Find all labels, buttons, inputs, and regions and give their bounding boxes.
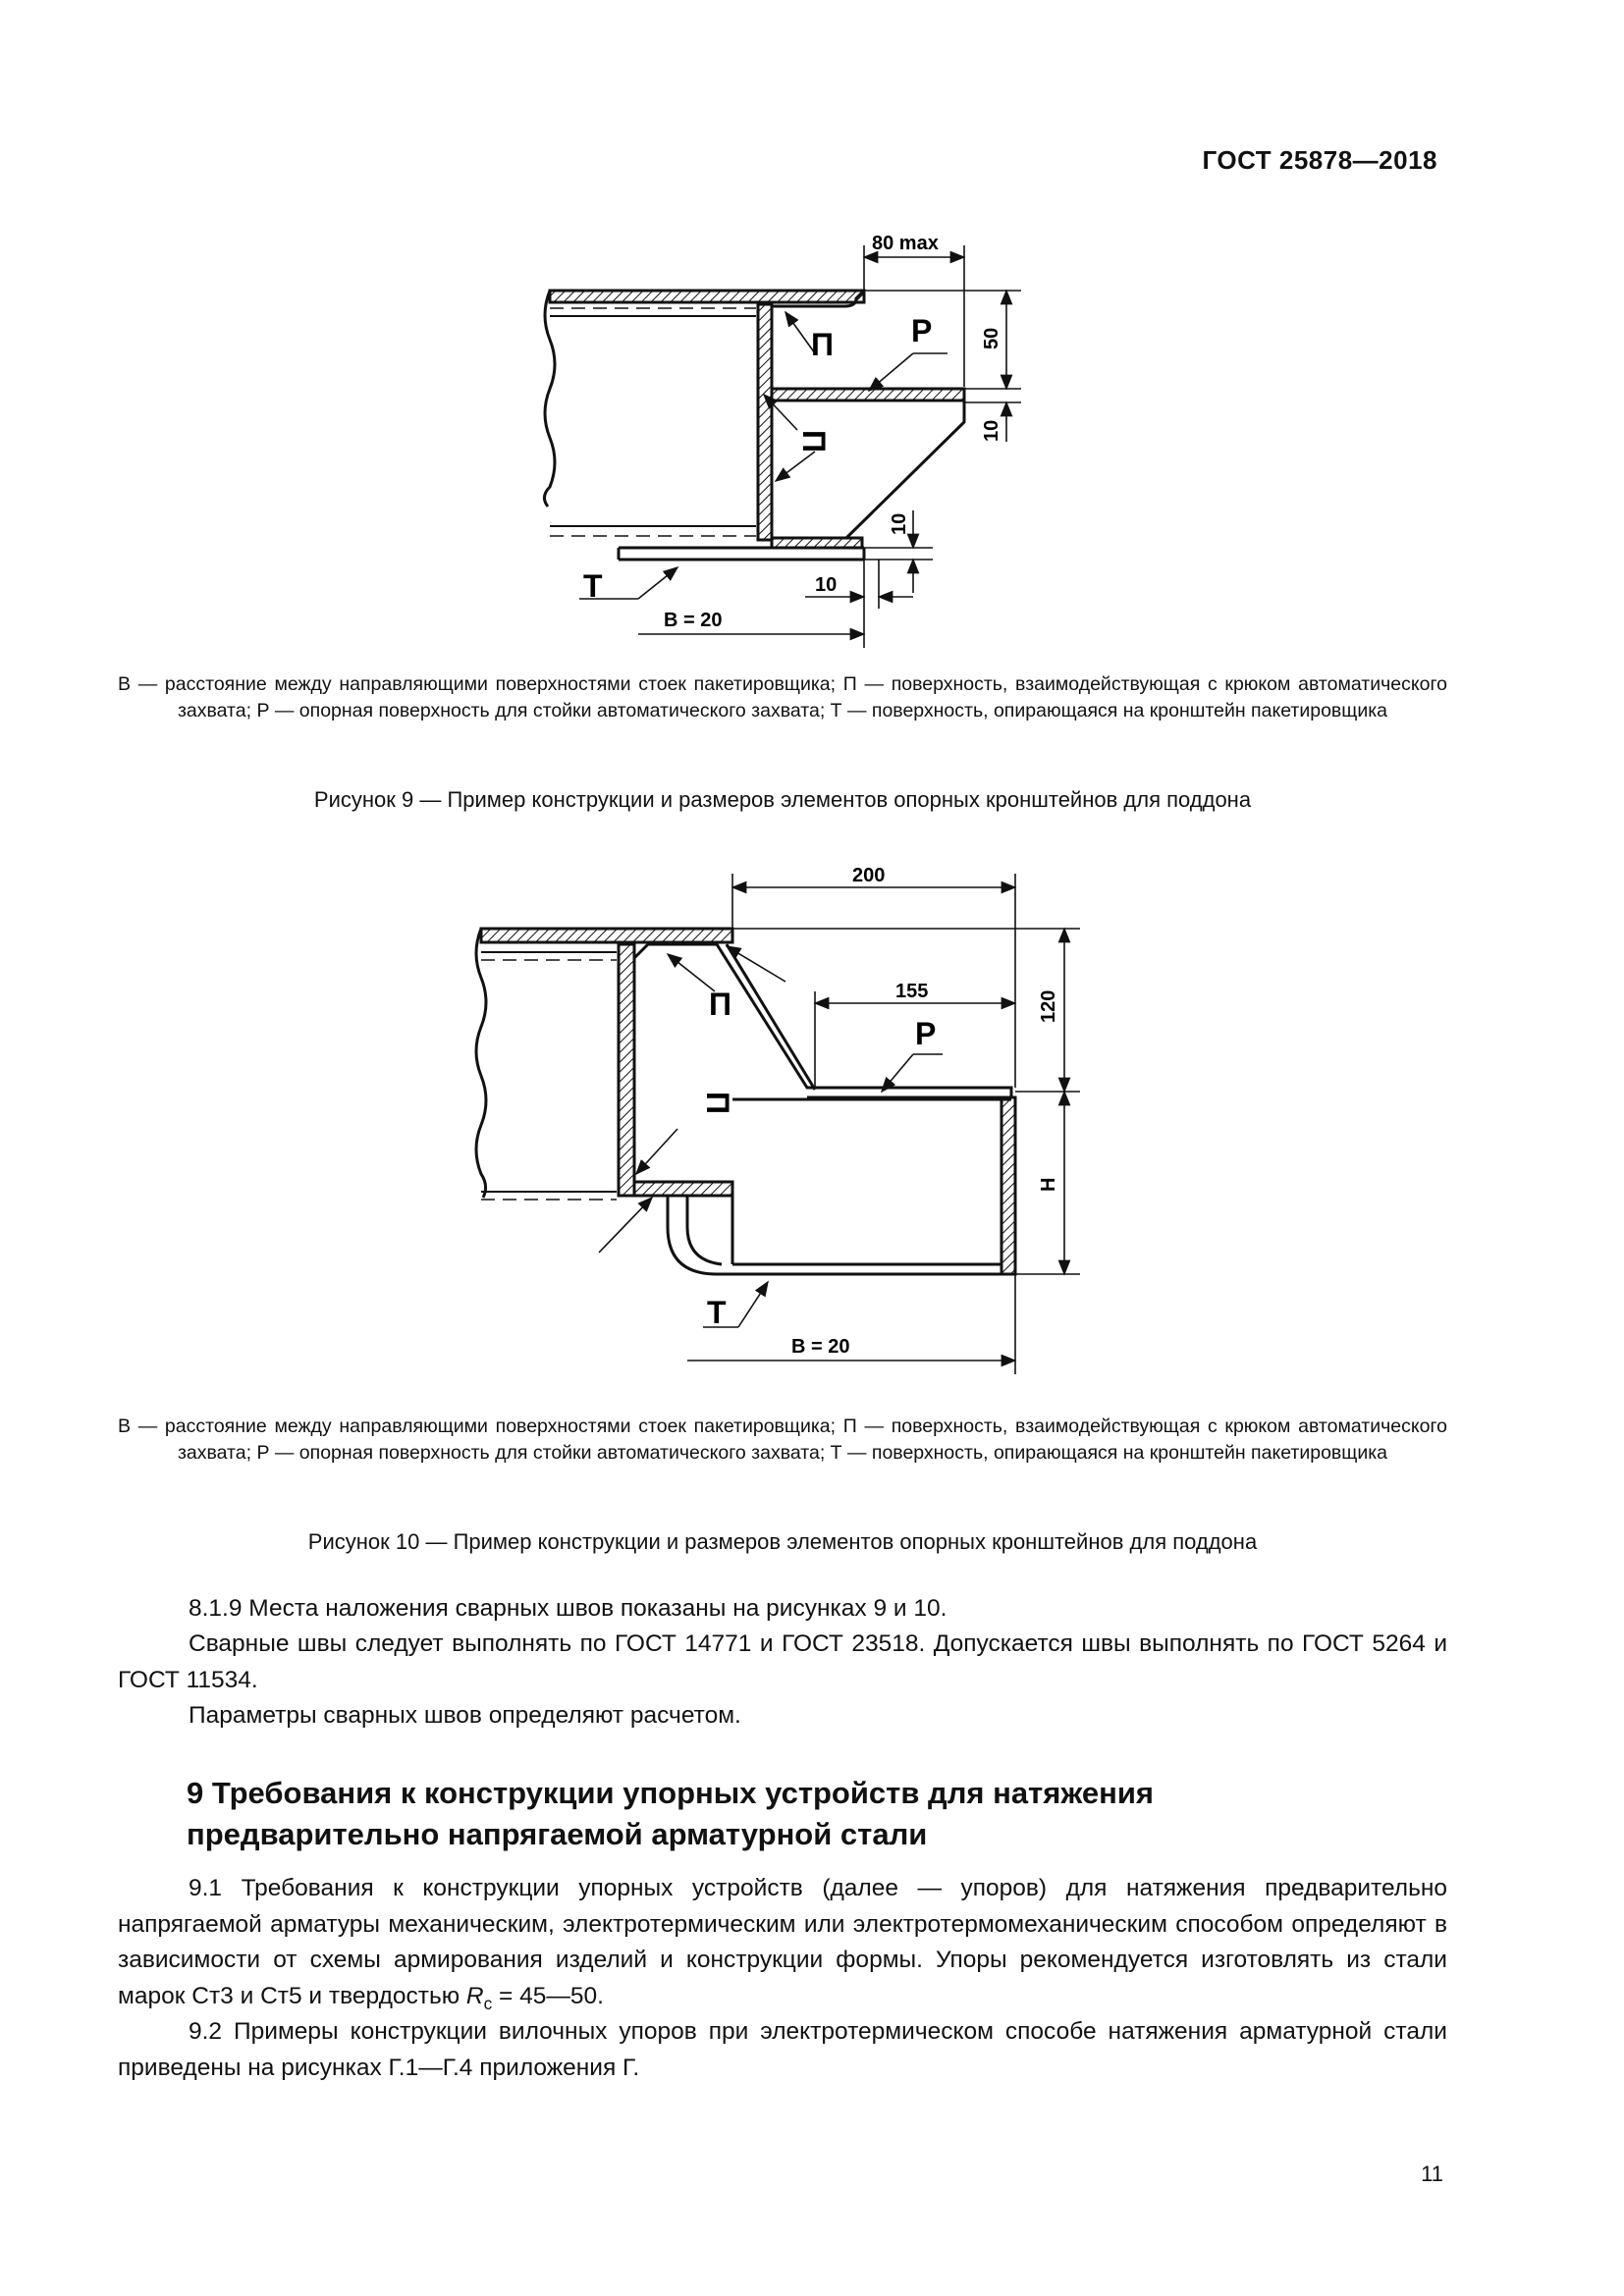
figure-9-legend: В — расстояние между направляющими поверхностями стоек пакетировщика; П — поверхность, взаимодействующая с крюком автоматического захвата; Р — опорная поверхность для стойки автоматического захвата; Т — поверхность, опирающаяся на кронштейн пакетировщика [118,673,1447,721]
hardness-subscript: c [483,1993,493,2013]
dim-200: 200 [852,865,886,886]
label-R-fig10: Р [915,1016,937,1051]
figure-10-drawing [0,844,1624,1394]
label-R: Р [911,313,933,348]
paragraph-8-1-9: 8.1.9 Места наложения сварных швов показаны на рисунках 9 и 10. [189,1595,947,1622]
dim-10c: 10 [815,574,838,596]
dim-120: 120 [1038,989,1059,1023]
label-T: Т [583,568,603,604]
dim-b20-fig10: B = 20 [791,1336,850,1358]
paragraph-9-1 [118,1871,1447,2021]
dim-50: 50 [981,327,1002,349]
section-9-title: 9 Требования к конструкции упорных устройств для натяжения предварительно напрягаемой арматурной стали [187,1776,1155,1851]
paragraph-weld-params: Параметры сварных швов определяют расчетом. [189,1702,741,1729]
dim-H: H [1038,1177,1059,1192]
document-header: ГОСТ 25878—2018 [1202,145,1437,175]
label-P-lower-fig10: П [700,1092,735,1114]
paragraph-9-1-text: 9.1 Требования к конструкции упорных устройств (далее — упоров) для натяжения предварительно напрягаемой арматуры механическим, электротермическим или электротермомеханическим способом определяют в зависимости от схемы армирования изделий и конструкции формы. Упоры рекомендуется изготовлять из стали марок Ст3 и Ст5 и твердостью [118,1875,1447,2009]
paragraph-9-2: 9.2 Примеры конструкции вилочных упоров при электротермическом способе натяжения арматурной стали приведены на рисунках Г.1—Г.4 приложения Г. [118,2018,1447,2081]
figure-9-drawing [0,0,1624,667]
label-P-upper: П [811,327,834,362]
page-number: 11 [1421,2162,1443,2186]
figure-9-caption: Рисунок 9 — Пример конструкции и размеров элементов опорных кронштейнов для поддона [313,787,1252,812]
label-P-upper-fig10: П [709,987,731,1022]
dim-80max: 80 max [872,233,939,254]
figure-10-legend: В — расстояние между направляющими поверхностями стоек пакетировщика; П — поверхность, взаимодействующая с крюком автоматического захвата; Р — опорная поверхность для стойки автоматического захвата; Т — поверхность, опирающаяся на кронштейн пакетировщика [118,1415,1447,1464]
dim-10b: 10 [889,512,910,535]
label-P-lower: П [796,430,832,453]
figure-10-caption: Рисунок 10 — Пример конструкции и размеров элементов опорных кронштейнов для поддона [307,1529,1258,1554]
label-T-fig10: Т [707,1295,727,1330]
dim-10a: 10 [981,419,1002,442]
hardness-symbol: R [465,1982,484,2009]
paragraph-welds: Сварные швы следует выполнять по ГОСТ 14771 и ГОСТ 23518. Допускается швы выполнять по ГОСТ 5264 и ГОСТ 11534. [118,1630,1447,1693]
hardness-value: = 45—50. [492,1982,604,2009]
dim-155: 155 [895,981,929,1002]
dim-b20: B = 20 [664,610,723,631]
